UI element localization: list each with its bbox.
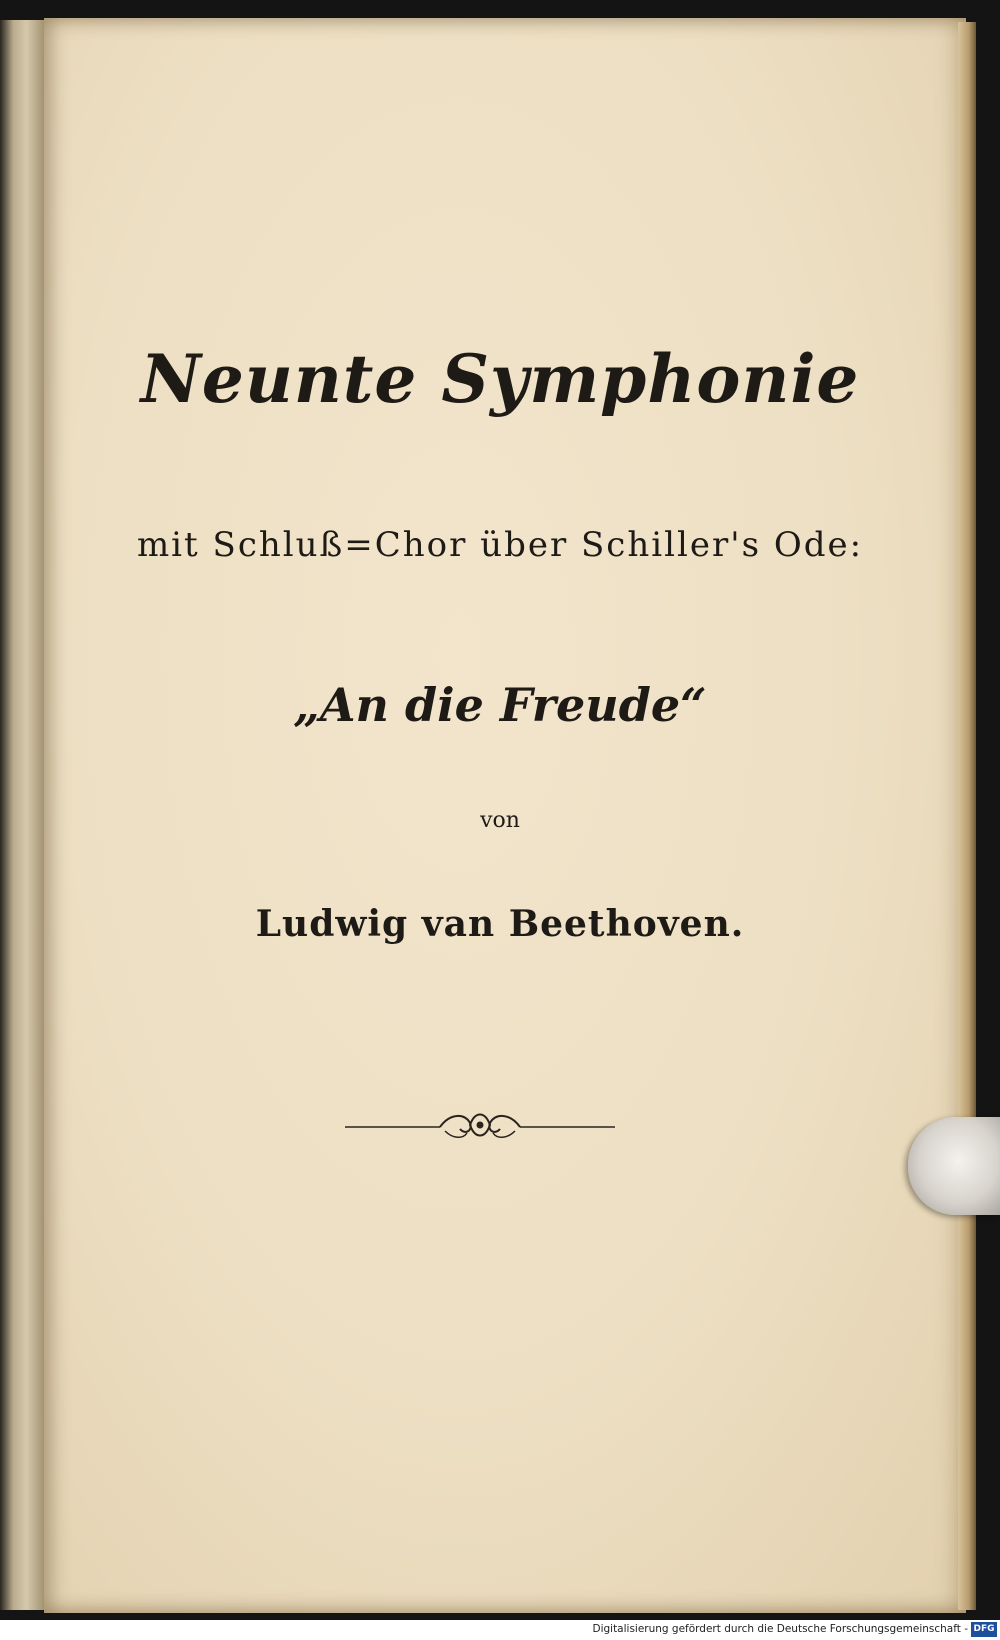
digitization-footer [0,1620,1000,1640]
dfg-logo-icon: DFG [971,1622,997,1637]
chorus-subtitle: mit Schluß=Chor über Schiller's Ode: [136,525,864,565]
ornamental-divider-icon [345,1105,615,1145]
symphony-title: Neunte Symphonie [140,340,860,418]
by-label: von [480,808,520,833]
composer-name: Ludwig van Beethoven. [255,903,745,945]
funding-credit: Digitalisierung gefördert durch die Deutsche Forschungsgemeinschaft - [592,1623,968,1635]
page-turn-handle[interactable] [908,1117,1000,1215]
ode-title: „An die Freude“ [293,678,707,732]
